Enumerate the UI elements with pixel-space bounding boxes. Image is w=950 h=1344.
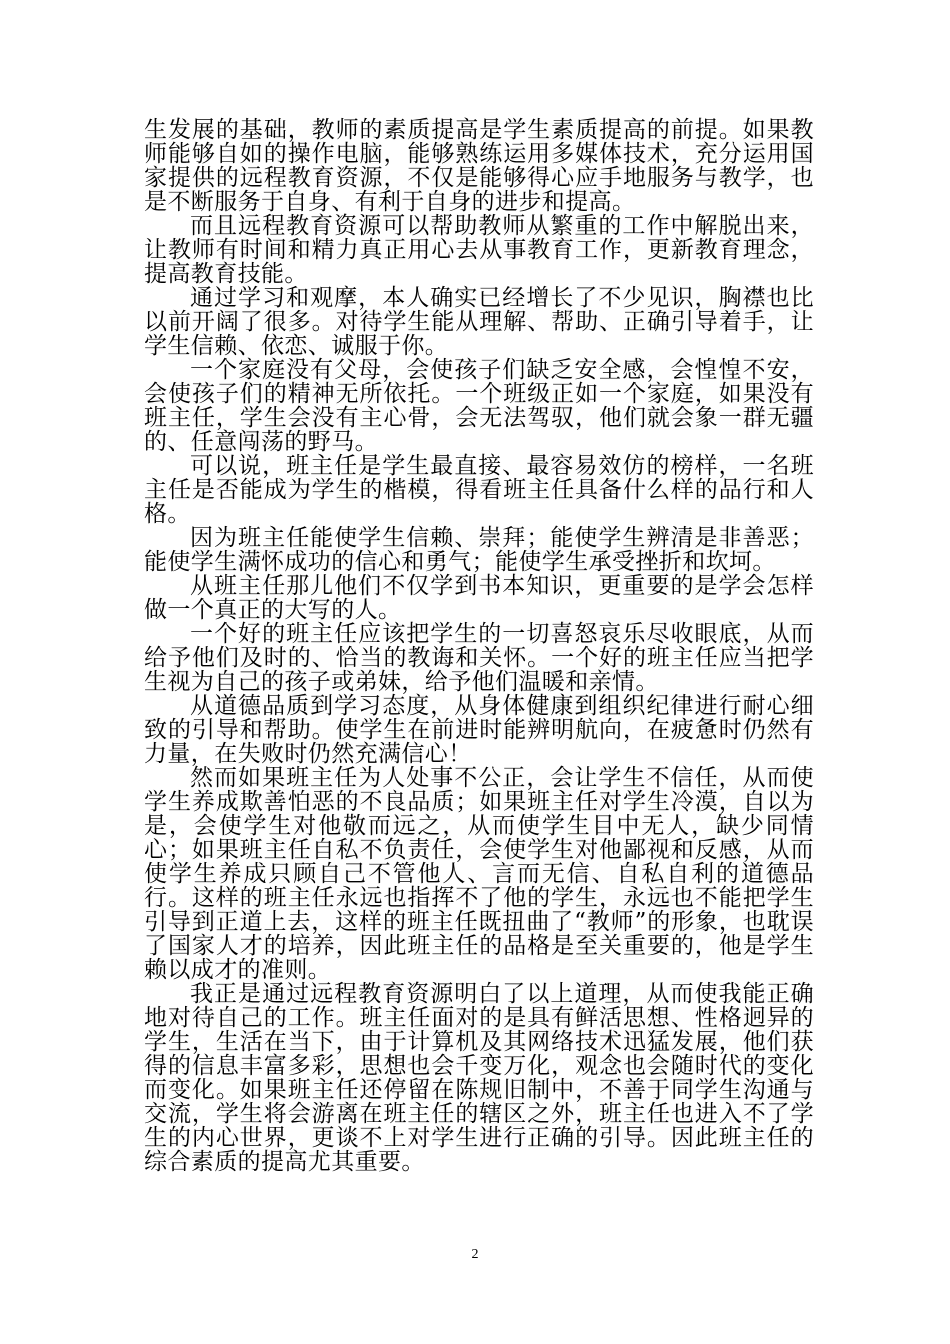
paragraph-6: 因为班主任能使学生信赖、崇拜；能使学生辨清是非善恶；能使学生满怀成功的信心和勇气；能使学生承受挫折和坎坷。 — [144, 525, 814, 575]
paragraph-3: 通过学习和观摩，本人确实已经增长了不少见识，胸襟也比以前开阔了很多。对待学生能从理解、帮助、正确引导着手，让学生信赖、依恋、诚服于你。 — [144, 285, 814, 359]
paragraph-2: 而且远程教育资源可以帮助教师从繁重的工作中解脱出来，让教师有时间和精力真正用心去从事教育工作，更新教育理念，提高教育技能。 — [144, 213, 814, 287]
document-body — [144, 118, 814, 1174]
paragraph-4: 一个家庭没有父母，会使孩子们缺乏安全感，会惶惶不安，会使孩子们的精神无所依托。一个班级正如一个家庭，如果没有班主任，学生会没有主心骨，会无法驾驭，他们就会象一群无疆的、任意闯荡的野马。 — [144, 357, 814, 455]
paragraph-7: 从班主任那儿他们不仅学到书本知识，更重要的是学会怎样做一个真正的大写的人。 — [144, 573, 814, 623]
paragraph-8: 一个好的班主任应该把学生的一切喜怒哀乐尽收眼底，从而给予他们及时的、恰当的教诲和关怀。一个好的班主任应当把学生视为自己的孩子或弟妹，给予他们温暖和亲情。 — [144, 621, 814, 695]
paragraph-11: 我正是通过远程教育资源明白了以上道理，从而使我能正确地对待自己的工作。班主任面对的是具有鲜活思想、性格迥异的学生，生活在当下，由于计算机及其网络技术迅猛发展，他们获得的信息丰富多彩，思想也会千变万化，观念也会随时代的变化而变化。如果班主任还停留在陈规旧制中，不善于同学生沟通与交流，学生将会游离在班主任的辖区之外，班主任也进入不了学生的内心世界，更谈不上对学生进行正确的引导。因此班主任的综合素质的提高尤其重要。 — [144, 981, 814, 1175]
paragraph-10: 然而如果班主任为人处事不公正，会让学生不信任，从而使学生养成欺善怕恶的不良品质；如果班主任对学生冷漠，自以为是，会使学生对他敬而远之，从而使学生目中无人，缺少同情心；如果班主任自私不负责任，会使学生对他鄙视和反感，从而使学生养成只顾自己不管他人、言而无信、自私自利的道德品行。这样的班主任永远也指挥不了他的学生，永远也不能把学生引导到正道上去，这样的班主任既扭曲了“教师”的形象，也耽误了国家人才的培养，因此班主任的品格是至关重要的，他是学生赖以成才的准则。 — [144, 765, 814, 983]
page-number: 2 — [471, 1247, 479, 1262]
paragraph-9: 从道德品质到学习态度，从身体健康到组织纪律进行耐心细致的引导和帮助。使学生在前进时能辨明航向，在疲惫时仍然有力量，在失败时仍然充满信心！ — [144, 693, 814, 767]
paragraph-1: 生发展的基础，教师的素质提高是学生素质提高的前提。如果教师能够自如的操作电脑，能够熟练运用多媒体技术，充分运用国家提供的远程教育资源，不仅是能够得心应手地服务与教学，也是不断服务于自身、有利于自身的进步和提高。 — [144, 117, 814, 215]
paragraph-5: 可以说，班主任是学生最直接、最容易效仿的榜样，一名班主任是否能成为学生的楷模，得看班主任具备什么样的品行和人格。 — [144, 453, 814, 527]
